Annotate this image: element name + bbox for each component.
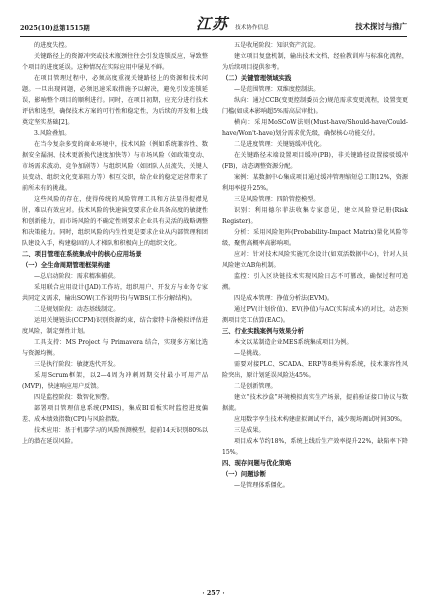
- paragraph: 在当今复杂多变的商业环境中，技术风险（例如系统兼容性、数据安全漏洞、技术更新换代速度加快等）与市场风险（如政策变动、市场需求波动、竞争加剧等）与组织风险（如团队人员流失、关键人员变动、组织文化变革阻力等）相互交织，给企业的稳定运营带来了前所未有的挑战。: [22, 141, 208, 192]
- paragraph: 技术应用：基于机器学习的风险预测模型，提前14天识别80%以上的潜在延误风险。: [22, 427, 208, 445]
- paragraph: —是范围管理：双维度控制法。: [234, 86, 320, 93]
- paragraph: 案例：某数据中心集成项目通过缓冲管理缩短总工期12%，资源利用率提升25%。: [222, 174, 408, 192]
- paragraph: —是管理体系僵化。: [234, 482, 289, 489]
- paragraph: 四是监控阶段：数智化预警。: [34, 394, 114, 401]
- paragraph: 二是创新管理。: [234, 383, 277, 390]
- paragraph: 三是执行阶段：敏捷迭代开发。: [34, 361, 120, 368]
- paragraph: 应用数字孪生技术构建虚拟调试平台，减少现场调试时间30%。: [234, 416, 406, 423]
- paragraph: 三是风险管理：四阶管控模型。: [234, 196, 320, 203]
- right-column: [222, 40, 408, 580]
- paragraph: 分析：采用风险矩阵(Probability-Impact Matrix)量化风险等级，聚焦高概率高影响项。: [222, 229, 408, 247]
- section-heading: 四、现存问题与优化策略: [222, 460, 292, 467]
- paragraph: 关键路径上的资源冲突或技术瓶颈往往会引发连锁反应，导致整个项目的进度延误。这种情况在实际应用中屡见不鲜。: [22, 53, 208, 71]
- paragraph: 通过PV(计划价值)、EV(挣值)与AC(实际成本)的对比，动态预测项目完工估算(EAC)。: [222, 306, 408, 324]
- issue-number: 2025(10)总第1515期: [20, 24, 90, 32]
- section-heading: （一）全生命周期管理框架构建: [22, 262, 111, 269]
- paragraph: —是挑战。: [234, 350, 265, 357]
- section-heading: 三、行业实践案例与效果分析: [222, 328, 304, 335]
- paragraph: 运用关键链法(CCPM)识别资源约束，结合蒙特卡洛模拟评估进度风险，制定弹性计划。: [22, 317, 208, 335]
- paragraph: 的进度失控。: [34, 42, 71, 49]
- paragraph: 采用联合应用设计(JAD)工作坊，组织用户、开发方与业务专家共同定义需求，输出SOW(工作说明书)与WBS(工作分解结构)。: [22, 284, 208, 302]
- journal-logo-main: 江苏: [196, 15, 229, 33]
- paragraph: 在项目管理过程中，必须高度重视关键路径上的资源和技术问题。一旦出现问题，必须迅速采取措施予以解决，避免引发连锁延误，影响整个项目的顺利进行。同时，在项目初期，应充分进行技术评估和选型，确保技术方案的可行性和稳定性，为后续的开发和上线奠定坚实基础[2]。: [22, 75, 208, 126]
- journal-logo-sub: 技术协作信息: [235, 25, 269, 31]
- paragraph: 部署项目管理信息系统(PMIS)，集成BI看板实时监控进度偏差、成本绩效指数(CPI)与风险指数。: [22, 405, 208, 423]
- paragraph: 这些风险的存在，使得传统的风险管理工具和方法显得捉襟见肘，难以有效应对。技术风险的快速演变要求企业具备高度的敏捷性和创新能力，而市场风险的不确定性则要求企业具有灵活的战略调整和决策能力。同时，组织风险的内生性更是要求企业从内部管理和团队建设入手，构建稳固的人才梯队和积极向上的组织文化。: [22, 196, 208, 247]
- paragraph: 二是规划阶段：动态基线制定。: [34, 306, 120, 313]
- section-heading: （二）关键管理领域实践: [222, 75, 292, 82]
- left-column: [22, 40, 208, 580]
- paragraph: 建立项目复盘机制，输出技术文档、经验教训库与标准化流程，为后续项目提供参考。: [222, 53, 408, 71]
- paragraph: 三是成果。: [234, 427, 265, 434]
- paragraph: 项目成本节约18%，系统上线后生产效率提升22%，缺陷率下降15%。: [222, 438, 408, 456]
- paragraph: 本文以某制造企业MES系统集成项目为例。: [234, 339, 353, 346]
- paragraph: 3.风险叠加。: [34, 130, 71, 137]
- paragraph: 在关键路径末端设置项目缓冲(PB)，非关键路径设置接驳缓冲(FB)，动态调整资源分配。: [222, 152, 408, 170]
- paragraph: 四是成本管理：挣值分析法(EVM)。: [234, 295, 334, 302]
- paragraph: 监控：引入区块链技术实现风险日志不可篡改，确保过程可追溯。: [222, 273, 408, 291]
- paragraph: 需要对接PLC、SCADA、ERP等8类异构系统，技术兼容性风险突出，原计划延误风险达45%。: [222, 361, 408, 379]
- paragraph: 五是收尾阶段：知识资产沉淀。: [234, 42, 320, 49]
- section-heading: （一）问题诊断: [222, 471, 267, 478]
- paragraph: 二是进度管理：关键链缓冲优化。: [234, 141, 326, 148]
- journal-logo: [196, 13, 269, 34]
- page-number: · 257 ·: [202, 589, 225, 597]
- page-header: [20, 6, 407, 37]
- paragraph: 建立“技术沙盒”环境模拟真实生产场景，提前验证接口协议与数据流。: [222, 394, 408, 412]
- section-heading: 二、项目管理在系统集成中的核心应用场景: [22, 251, 142, 258]
- paragraph: 纵向：通过CCB(变更控制委员会)规范需求变更流程，设置变更门槛(如成本影响超5%需高层审批)。: [222, 97, 408, 115]
- paragraph: 工具支持：MS Project 与 Primavera 结合，实现多方案比选与资源均衡。: [22, 339, 208, 357]
- paragraph: 识别：利用德尔菲法收集专家意见，建立风险登记册(Risk Register)。: [222, 207, 408, 225]
- paragraph: —总启动阶段：需求精准捕获。: [34, 273, 120, 280]
- column-title: 技术探讨与推广: [355, 22, 407, 31]
- paragraph: 采用Scrum框架，以2—4周为冲刺周期交付最小可用产品(MVP)，快速响应用户反馈。: [22, 372, 208, 390]
- paragraph: 应对：针对技术风险实施冗余设计(如双活数据中心)，针对人员风险建立AB角机制。: [222, 251, 408, 269]
- paragraph: 横向：采用MoSCoW法则(Must-have/Should-have/Could-have/Won't-have)划分需求优先级，确保核心功能交付。: [222, 119, 408, 137]
